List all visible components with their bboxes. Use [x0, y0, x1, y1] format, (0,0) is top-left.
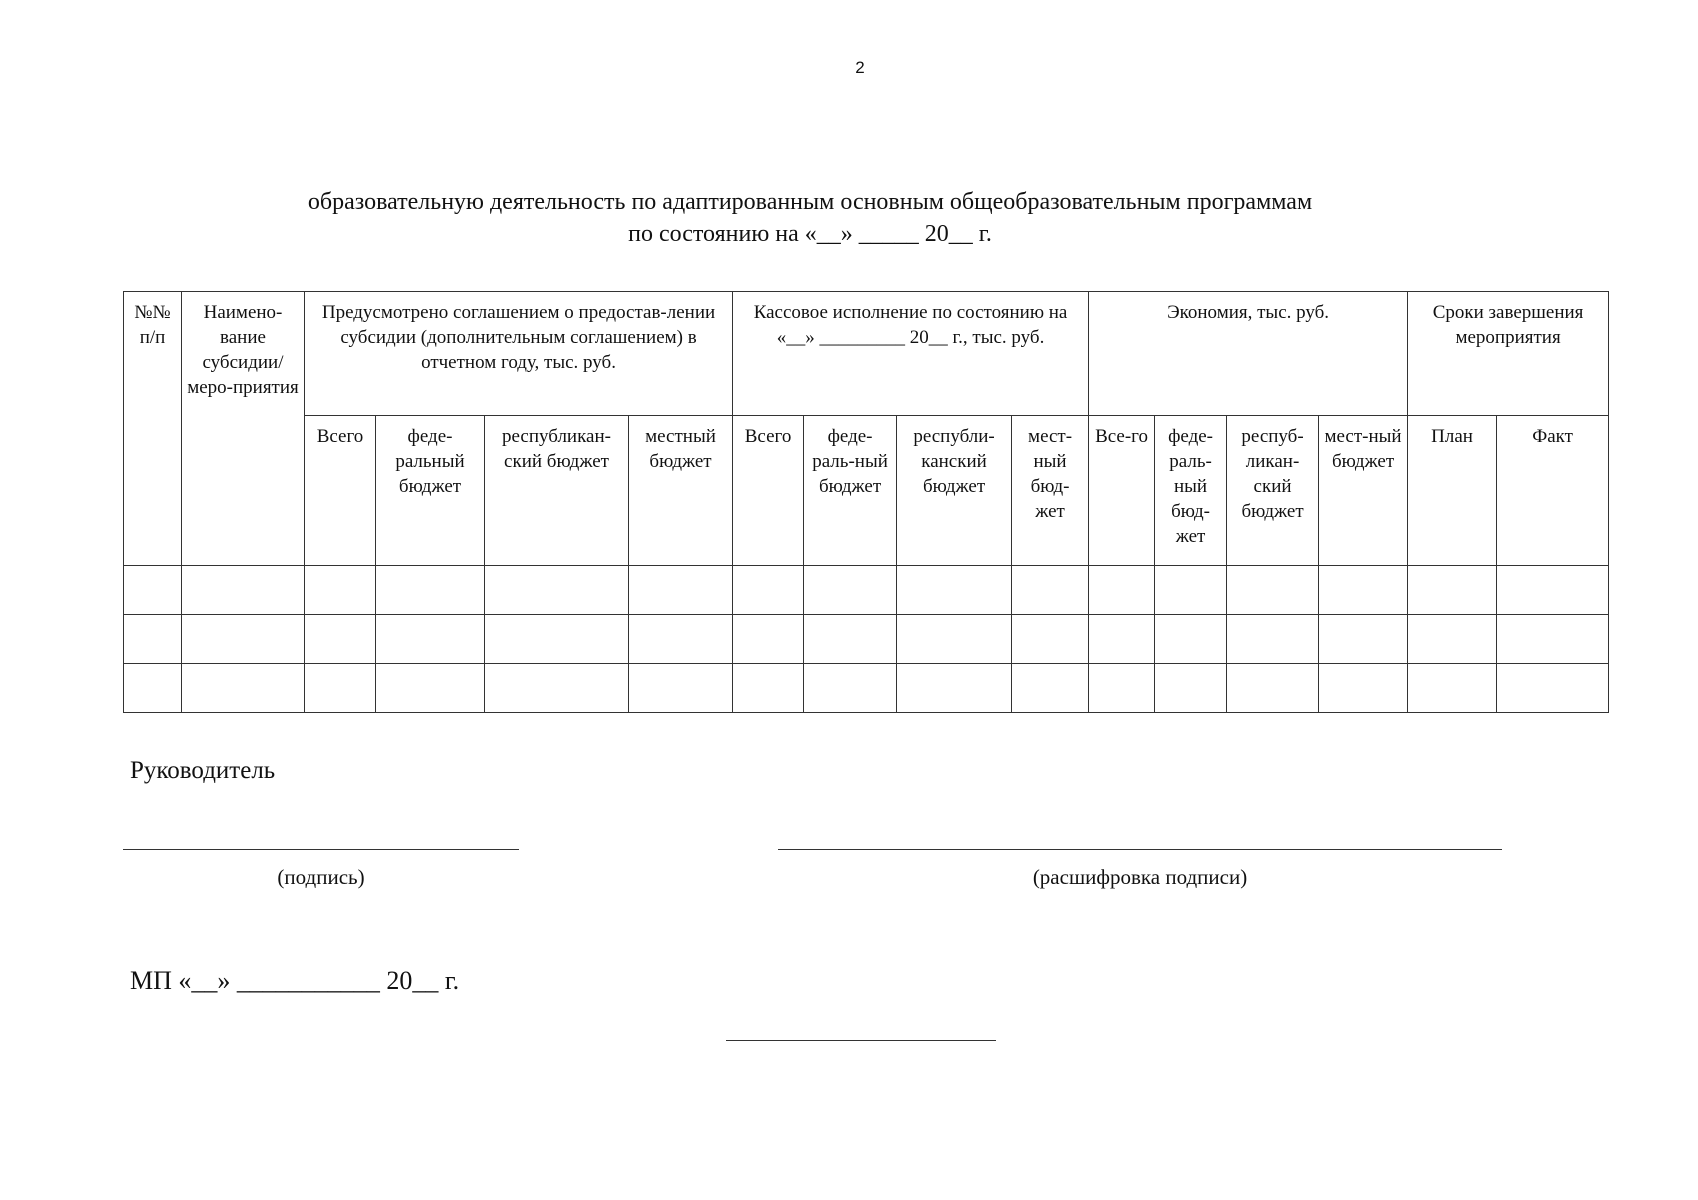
header-terms: Сроки завершения мероприятия: [1408, 292, 1609, 416]
subheader-cash-local: мест-ный бюд-жет: [1012, 416, 1089, 566]
subheader-terms-fact: Факт: [1497, 416, 1609, 566]
signature-line: [123, 849, 519, 850]
subheader-economy-local: мест-ный бюджет: [1319, 416, 1408, 566]
report-table: [123, 291, 1609, 713]
subheader-planned-republic: республикан-ский бюджет: [485, 416, 629, 566]
table-row: [124, 615, 1609, 664]
header-cash: Кассовое исполнение по состоянию на «__» _________ 20__ г., тыс. руб.: [733, 292, 1089, 416]
document-title: [120, 186, 1500, 250]
header-planned: Предусмотрено соглашением о предостав-лении субсидии (дополнительным соглашением) в отчетном году, тыс. руб.: [305, 292, 733, 416]
table-header-row-1: [124, 292, 1609, 416]
signature-caption: (подпись): [277, 865, 365, 889]
page-number: 2: [855, 58, 865, 77]
header-economy: Экономия, тыс. руб.: [1089, 292, 1408, 416]
subheader-planned-local: местный бюджет: [629, 416, 733, 566]
header-num: №№ п/п: [124, 292, 182, 566]
subheader-cash-republic: республи-канский бюджет: [897, 416, 1012, 566]
title-line-1: образовательную деятельность по адаптированным основным общеобразовательным программам: [307, 189, 1313, 215]
header-name: Наимено-вание субсидии/ меро-приятия: [182, 292, 305, 566]
title-line-2: по состоянию на «__» _____ 20__ г.: [628, 221, 992, 247]
table-row: [124, 566, 1609, 615]
table-header-row-2: [124, 416, 1609, 566]
signature-decoding-line: [778, 849, 1502, 850]
subheader-cash-total: Всего: [733, 416, 804, 566]
signature-decoding-caption: (расшифровка подписи): [1032, 865, 1248, 889]
subheader-economy-total: Все-го: [1089, 416, 1155, 566]
subheader-planned-total: Всего: [305, 416, 376, 566]
table-row: [124, 664, 1609, 713]
stamp-date-line: МП «__» ___________ 20__ г.: [130, 966, 460, 995]
subheader-economy-federal: феде-раль-ный бюд-жет: [1155, 416, 1227, 566]
subheader-economy-republic: респуб-ликан-ский бюджет: [1227, 416, 1319, 566]
subheader-cash-federal: феде-раль-ный бюджет: [804, 416, 897, 566]
subheader-planned-federal: феде-ральный бюджет: [376, 416, 485, 566]
end-divider-line: [726, 1040, 996, 1041]
head-label: Руководитель: [130, 757, 276, 784]
subheader-terms-plan: План: [1408, 416, 1497, 566]
